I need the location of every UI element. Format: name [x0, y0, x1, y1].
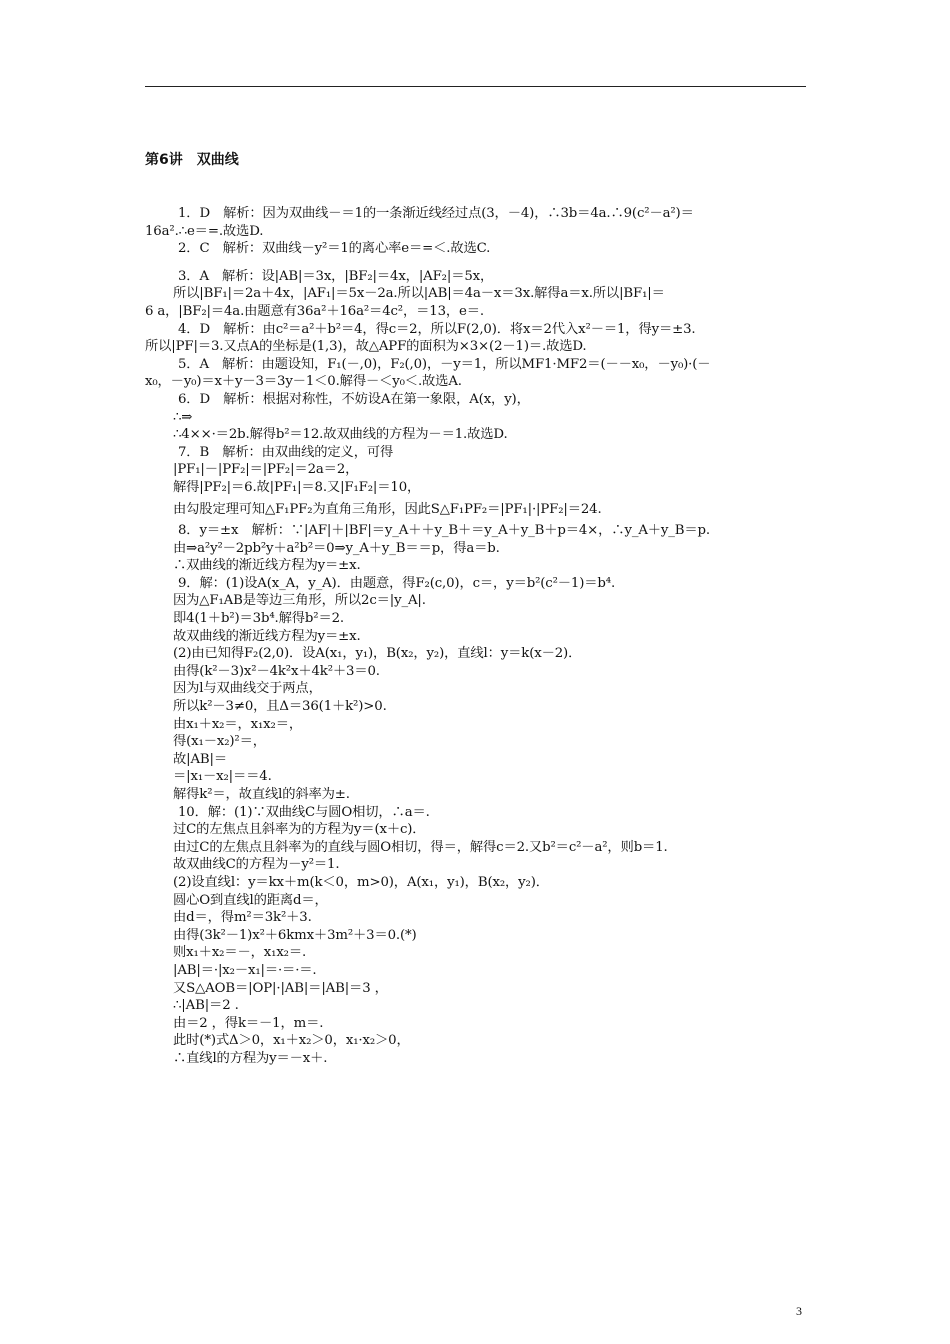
text-line: 由d＝，得m²＝3k²＋3. — [173, 910, 312, 926]
text-line: 则x₁＋x₂＝－，x₁x₂＝. — [173, 945, 307, 961]
text-line: x₀，－y₀)＝x＋y－3＝3y－1＜0.解得－＜y₀＜.故选A. — [145, 374, 462, 390]
text-line: 8．y＝±x 解析：∵|AF|＋|BF|＝y_A＋＋y_B＋＝y_A＋y_B＋p＝4×，∴y_A＋y_B＝p. — [178, 523, 710, 539]
text-line: 1．D 解析：因为双曲线－＝1的一条渐近线经过点(3，－4)，∴3b＝4a.∴9(c²－a²)＝ — [178, 206, 694, 221]
text-line: ＝|x₁－x₂|＝＝4. — [173, 769, 272, 785]
text-line: (2)设直线l：y＝kx＋m(k＜0，m>0)，A(x₁，y₁)，B(x₂，y₂)． — [173, 874, 549, 890]
text-line: 故|AB|＝ — [173, 751, 228, 767]
text-line: (2)由已知得F₂(2,0)．设A(x₁，y₁)，B(x₂，y₂)，直线l：y＝k(x－2)． — [173, 646, 582, 662]
text-line: 由＝2 ，得k＝－1，m＝. — [173, 1015, 324, 1031]
text-line: 故双曲线C的方程为－y²＝1. — [173, 857, 340, 873]
text-line: ∴⇒ — [173, 409, 193, 425]
text-line: 所以|PF|＝3.又点A的坐标是(1,3)，故△APF的面积为×3×(2－1)＝.故选D. — [145, 339, 587, 355]
section-title: 第6讲 双曲线 — [145, 152, 239, 168]
text-line: 解得k²＝，故直线l的斜率为±. — [173, 787, 350, 802]
text-line: 9．解：(1)设A(x_A，y_A)．由题意，得F₂(c,0)，c＝，y＝b²(c²－1)＝b⁴. — [178, 575, 616, 591]
text-line: 由得(k²－3)x²－4k²x＋4k²＋3＝0. — [173, 663, 380, 679]
text-line: 5．A 解析：由题设知，F₁(－,0)，F₂(,0)，－y＝1，所以MF1·MF2＝(－－x₀，－y₀)·(－ — [178, 356, 711, 372]
text-line: |AB|＝·|x₂－x₁|＝·＝·＝. — [173, 962, 317, 978]
text-line: |PF₁|－|PF₂|＝|PF₂|＝2a＝2， — [173, 462, 359, 478]
text-line: ∴|AB|＝2 . — [173, 998, 239, 1014]
text-line: 所以k²－3≠0，且Δ＝36(1＋k²)>0. — [173, 699, 387, 715]
text-line: 即4(1＋b²)＝3b⁴.解得b²＝2. — [173, 611, 344, 627]
text-line: 4．D 解析：由c²＝a²＋b²＝4，得c＝2，所以F(2,0)．将x＝2代入x²－＝1，得y＝±3. — [178, 321, 696, 337]
text-line: 由过C的左焦点且斜率为的直线与圆O相切，得＝，解得c＝2.又b²＝c²－a²，则b＝1. — [173, 839, 668, 855]
text-line: 7．B 解析：由双曲线的定义，可得 — [178, 444, 394, 460]
text-line: 3．A 解析：设|AB|＝3x，|BF₂|＝4x，|AF₂|＝5x， — [178, 268, 494, 284]
text-line: 因为l与双曲线交于两点， — [173, 681, 322, 697]
text-line: 10．解：(1)∵双曲线C与圆O相切，∴a＝. — [178, 804, 430, 820]
page-number: 3 — [796, 1304, 802, 1318]
text-line: ∴双曲线的渐近线方程为y＝±x. — [173, 558, 361, 574]
text-line: 6．D 解析：根据对称性，不妨设A在第一象限，A(x，y)， — [178, 391, 530, 407]
text-line: 因为△F₁AB是等边三角形，所以2c＝|y_A|. — [173, 593, 426, 609]
text-line: 由x₁＋x₂＝，x₁x₂＝， — [173, 716, 302, 732]
text-line: 又S△AOB＝|OP|·|AB|＝|AB|＝3 ， — [173, 980, 388, 996]
text-line: 得(x₁－x₂)²＝， — [173, 734, 266, 750]
text-line: 此时(*)式Δ＞0，x₁＋x₂＞0，x₁·x₂＞0， — [173, 1033, 410, 1049]
text-line: 由得(3k²－1)x²＋6kmx＋3m²＋3＝0.(*) — [173, 927, 417, 943]
solution-body — [145, 205, 807, 1068]
text-line: ∴4××·＝2b.解得b²＝12.故双曲线的方程为－＝1.故选D. — [173, 427, 508, 443]
text-line: ∴直线l的方程为y＝－x＋. — [173, 1050, 328, 1066]
text-line: 6 a，|BF₂|＝4a.由题意有36a²＋16a²＝4c²，＝13，e＝. — [145, 303, 484, 319]
text-line: 由⇒a²y²－2pb²y＋a²b²＝0⇒y_A＋y_B＝＝p，得a＝b. — [173, 540, 500, 556]
header-rule — [145, 86, 806, 87]
text-line: 圆心O到直线l的距离d＝， — [173, 892, 328, 908]
text-line: 2．C 解析：双曲线－y²＝1的离心率e＝=＜.故选C. — [178, 241, 491, 257]
text-line: 16a².∴e＝=.故选D. — [145, 223, 264, 239]
text-line: 所以|BF₁|＝2a＋4x，|AF₁|＝5x－2a.所以|AB|＝4a－x＝3x.解得a＝x.所以|BF₁|＝ — [173, 286, 665, 302]
text-line: 故双曲线的渐近线方程为y＝±x. — [173, 628, 361, 644]
text-line: 过C的左焦点且斜率为的方程为y＝(x＋c)． — [173, 822, 426, 838]
text-line: 解得|PF₂|＝6.故|PF₁|＝8.又|F₁F₂|＝10， — [173, 479, 421, 495]
text-line: 由勾股定理可知△F₁PF₂为直角三角形，因此S△F₁PF₂＝|PF₁|·|PF₂|＝24. — [173, 501, 602, 517]
